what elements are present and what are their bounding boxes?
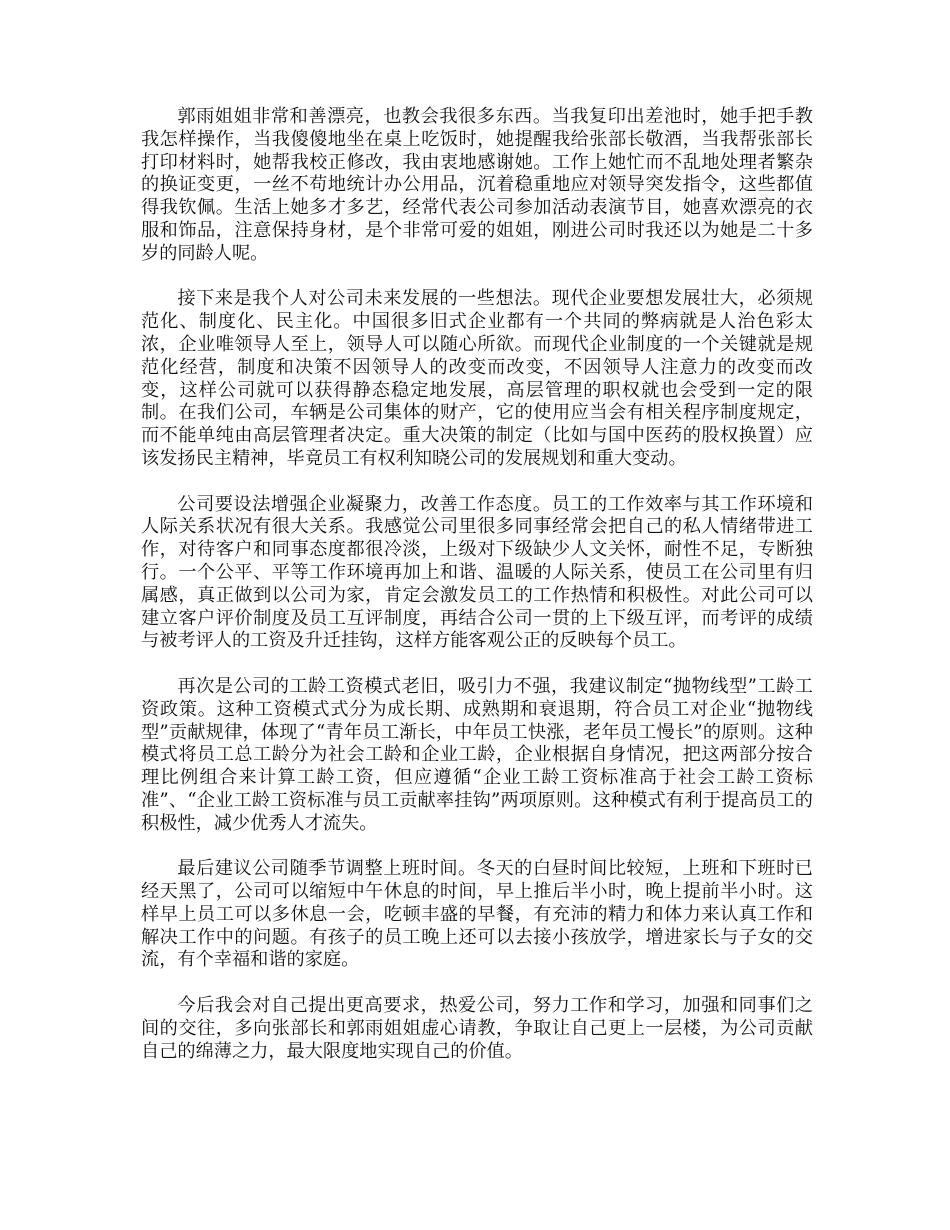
paragraph-working-hours: 最后建议公司随季节调整上班时间。冬天的白昼时间比较短，上班和下班时已经天黑了，公司可以缩短中午休息的时间，早上推后半小时，晚上提前半小时。这样早上员工可以多休息一会，吃顿丰盛的早餐，有充沛的精力和体力来认真工作和解决工作中的问题。有孩子的员工晚上还可以去接小孩放学，增进家长与子女的交流，有个幸福和谐的家庭。 xyxy=(141,858,813,971)
paragraph-future-commitment: 今后我会对自己提出更高要求，热爱公司，努力工作和学习，加强和同事们之间的交往，多向张部长和郭雨姐姐虚心请教，争取让自己更上一层楼，为公司贡献自己的绵薄之力，最大限度地实现自己的价值。 xyxy=(141,995,813,1062)
paragraph-colleague-guo-yu: 郭雨姐姐非常和善漂亮，也教会我很多东西。当我复印出差池时，她手把手教我怎样操作，当我傻傻地坐在桌上吃饭时，她提醒我给张部长敬酒，当我帮张部长打印材料时，她帮我校正修改，我由衷地感谢她。工作上她忙而不乱地处理者繁杂的换证变更，一丝不苟地统计办公用品，沉着稳重地应对领导突发指令，这些都值得我钦佩。生活上她多才多艺，经常代表公司参加活动表演节目，她喜欢漂亮的衣服和饰品，注意保持身材，是个非常可爱的姐姐，刚进公司时我还以为她是二十多岁的同龄人呢。 xyxy=(141,106,813,264)
document-body xyxy=(141,106,813,1063)
paragraph-company-development: 接下来是我个人对公司未来发展的一些想法。现代企业要想发展壮大，必须规范化、制度化、民主化。中国很多旧式企业都有一个共同的弊病就是人治色彩太浓，企业唯领导人至上，领导人可以随心所欲。而现代企业制度的一个关键就是规范化经营，制度和决策不因领导人的改变而改变，不因领导人注意力的改变而改变，这样公司就可以获得静态稳定地发展，高层管理的职权就也会受到一定的限制。在我们公司，车辆是公司集体的财产，它的使用应当会有相关程序制度规定，而不能单纯由高层管理者决定。重大决策的制定（比如与国中医药的股权换置）应该发扬民主精神，毕竟员工有权利知晓公司的发展规划和重大变动。 xyxy=(141,288,813,469)
paragraph-cohesion-attitude: 公司要设法增强企业凝聚力，改善工作态度。员工的工作效率与其工作环境和人际关系状况有很大关系。我感觉公司里很多同事经常会把自己的私人情绪带进工作，对待客户和同事态度都很冷淡，上级对下级缺少人文关怀，耐性不足，专断独行。一个公平、平等工作环境再加上和谐、温暖的人际关系，使员工在公司里有归属感，真正做到以公司为家，肯定会激发员工的工作热情和积极性。对此公司可以建立客户评价制度及员工互评制度，再结合公司一贯的上下级互评，而考评的成绩与被考评人的工资及升迁挂钩，这样方能客观公正的反映每个员工。 xyxy=(141,493,813,652)
paragraph-seniority-pay: 再次是公司的工龄工资模式老旧，吸引力不强，我建议制定“抛物线型”工龄工资政策。这种工资模式式分为成长期、成熟期和衰退期，符合员工对企业“抛物线型”贡献规律，体现了“青年员工渐长，中年员工快涨，老年员工慢长”的原则。这种模式将员工总工龄分为社会工龄和企业工龄，企业根据自身情况，把这两部分按合理比例组合来计算工龄工资，但应遵循“企业工龄工资标准高于社会工龄工资标准”、“企业工龄工资标准与员工贡献率挂钩”两项原则。这种模式有利于提高员工的积极性，减少优秀人才流失。 xyxy=(141,675,813,834)
